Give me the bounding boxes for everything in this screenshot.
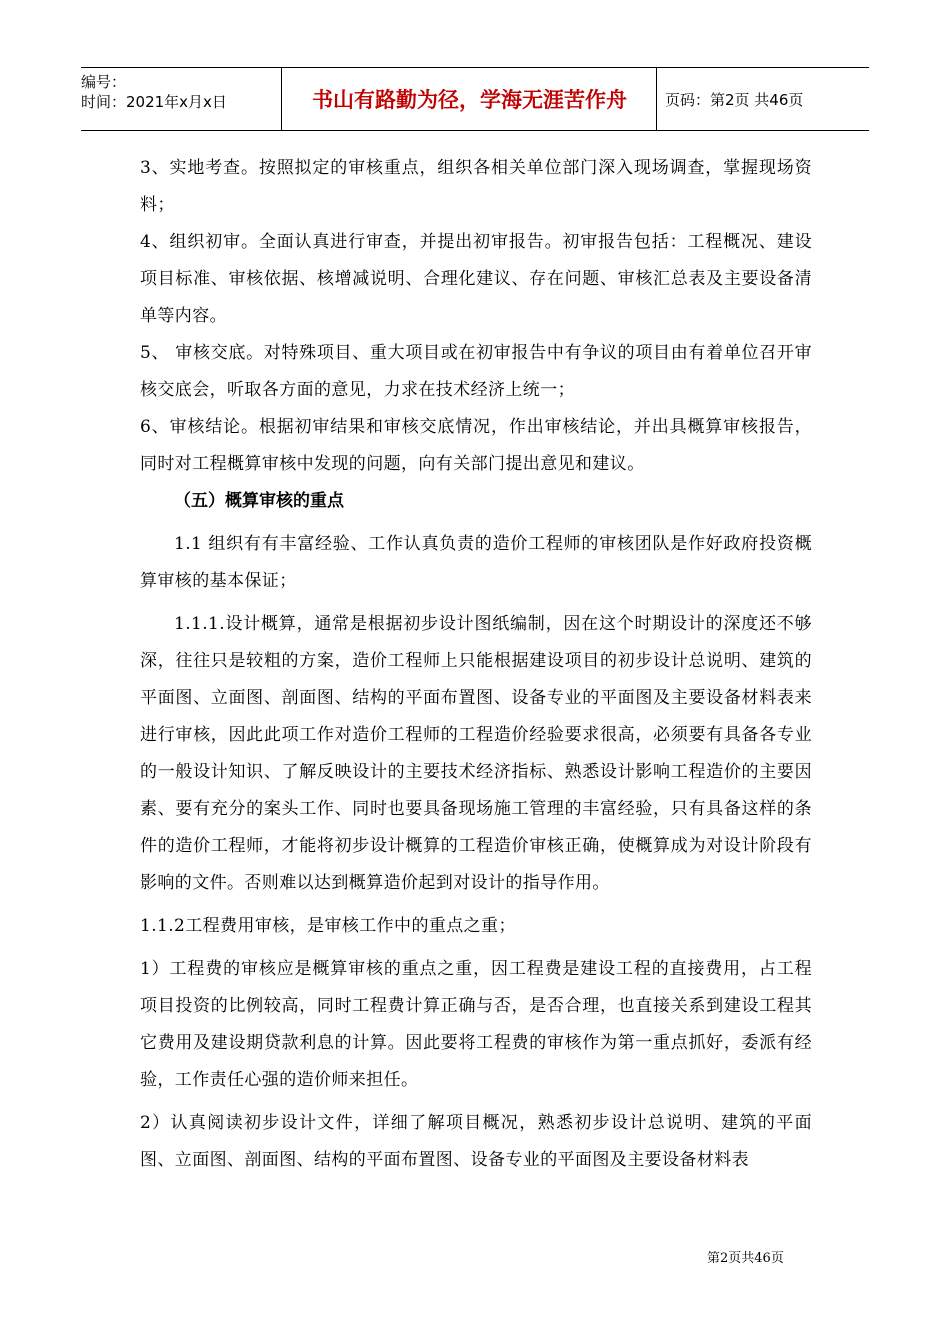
document-date: 时间：2021年x月x日 [81,93,227,111]
paragraph-1-1: 1.1 组织有有丰富经验、工作认真负责的造价工程师的审核团队是作好政府投资概算审核的基本保证； [140,534,812,591]
paragraph-review-briefing: 5、 审核交底。对特殊项目、重大项目或在初审报告中有争议的项目由有着单位召开审核交底会，听取各方面的意见，力求在技术经济上统一； [140,343,812,400]
page-footer: 第2页共46页 [707,1251,784,1266]
paragraph-1-1-2: 1.1.2工程费用审核，是审核工作中的重点之重； [140,916,516,936]
paragraph-item-2: 2）认真阅读初步设计文件，详细了解项目概况，熟悉初步设计总说明、建筑的平面图、立面图、剖面图、结构的平面布置图、设备专业的平面图及主要设备材料表 [140,1113,812,1170]
paragraph-site-inspection: 3、实地考查。按照拟定的审核重点，组织各相关单位部门深入现场调查，掌握现场资料； [140,158,812,215]
paragraph-review-conclusion: 6、审核结论。根据初审结果和审核交底情况，作出审核结论，并出具概算审核报告，同时对工程概算审核中发现的问题，向有关部门提出意见和建议。 [140,417,812,474]
page-header [81,67,869,131]
paragraph-preliminary-review: 4、组织初审。全面认真进行审查，并提出初审报告。初审报告包括：工程概况、建设项目标准、审核依据、核增减说明、合理化建议、存在问题、审核汇总表及主要设备清单等内容。 [140,232,812,326]
header-motto: 书山有路勤为径，学海无涯苦作舟 [283,68,657,130]
section-heading: （五）概算审核的重点 [174,491,344,511]
header-page-code: 页码：第2页 共46页 [665,90,804,109]
document-number: 编号： [81,73,127,91]
paragraph-item-1: 1）工程费的审核应是概算审核的重点之重，因工程费是建设工程的直接费用，占工程项目投资的比例较高，同时工程费计算正确与否，是否合理，也直接关系到建设工程其它费用及建设期贷款利息的计算。因此要将工程费的审核作为第一重点抓好，委派有经验，工作责任心强的造价师来担任。 [140,959,812,1090]
paragraph-1-1-1: 1.1.1.设计概算，通常是根据初步设计图纸编制，因在这个时期设计的深度还不够深，往往只是较粗的方案，造价工程师上只能根据建设项目的初步设计总说明、建筑的平面图、立面图、剖面图、结构的平面布置图、设备专业的平面图及主要设备材料表来进行审核，因此此项工作对造价工程师的工程造价经验要求很高，必须要有具备各专业的一般设计知识、了解反映设计的主要技术经济指标、熟悉设计影响工程造价的主要因素、要有充分的案头工作、同时也要具备现场施工管理的丰富经验，只有具备这样的条件的造价工程师，才能将初步设计概算的工程造价审核正确，使概算成为对设计阶段有影响的文件。否则难以达到概算造价起到对设计的指导作用。 [140,614,812,893]
document-body [140,150,812,1179]
header-meta [81,68,282,130]
